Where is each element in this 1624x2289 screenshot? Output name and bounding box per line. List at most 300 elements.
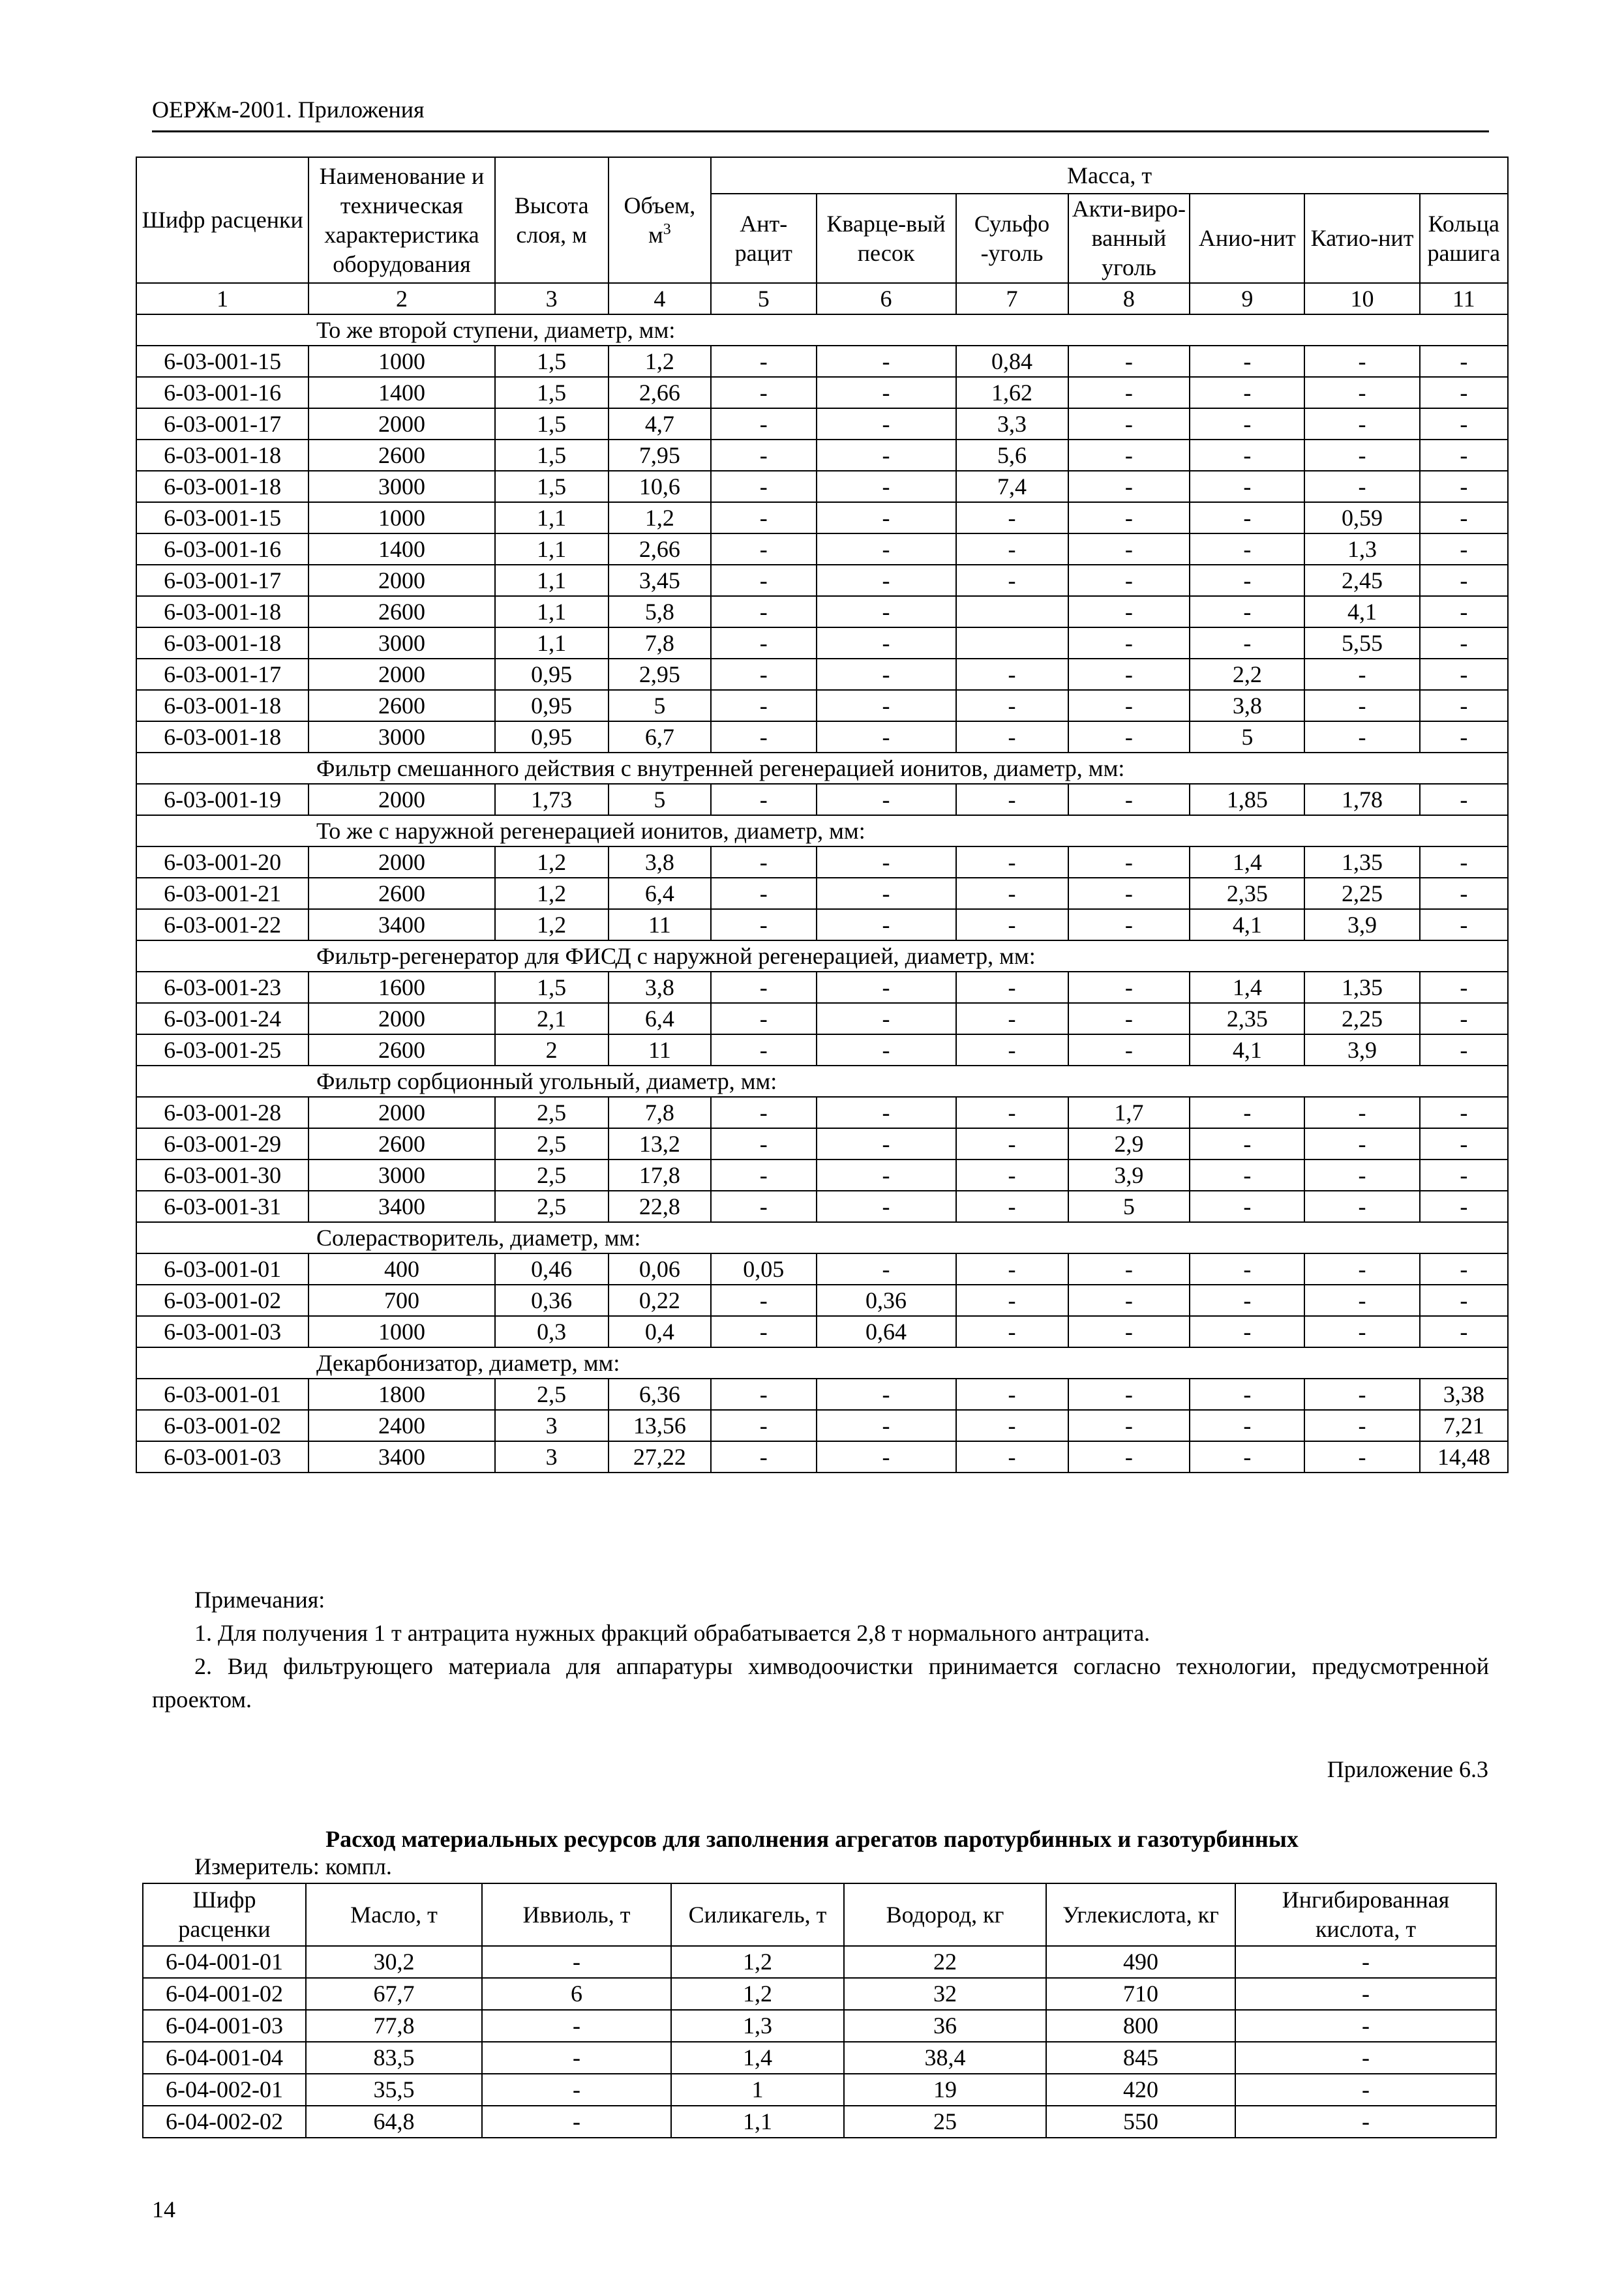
- column-number: 1: [136, 283, 308, 314]
- table-cell: 6-03-001-22: [136, 909, 308, 940]
- table-cell: -: [711, 408, 817, 440]
- table-cell: -: [1420, 346, 1508, 377]
- table-cell: 3,38: [1420, 1379, 1508, 1410]
- table-cell: 2000: [308, 408, 494, 440]
- table-cell: 2,35: [1190, 878, 1304, 909]
- table-cell: -: [1068, 784, 1190, 815]
- col-header-sand: Кварце-вый песок: [817, 194, 956, 283]
- table-cell: -: [1304, 1128, 1419, 1159]
- table-cell: -: [711, 659, 817, 690]
- section-row: [136, 753, 1508, 784]
- table-cell: 6,4: [609, 878, 711, 909]
- table-cell: 2000: [308, 846, 494, 878]
- table-cell: -: [1068, 471, 1190, 502]
- table-cell: -: [1190, 1316, 1304, 1347]
- table-cell: 1,1: [495, 502, 609, 533]
- header-rule: [152, 130, 1489, 132]
- table-cell: -: [817, 408, 956, 440]
- table-cell: -: [711, 1285, 817, 1316]
- table-cell: 1,2: [609, 346, 711, 377]
- table-cell: -: [1190, 346, 1304, 377]
- table-cell: -: [956, 1379, 1068, 1410]
- table-cell: 6-04-001-02: [143, 1978, 306, 2010]
- table-cell: 6-03-001-21: [136, 878, 308, 909]
- table-cell: -: [1235, 2074, 1496, 2106]
- table-cell: -: [1068, 721, 1190, 753]
- table-cell: -: [956, 1410, 1068, 1441]
- table-cell: 0,59: [1304, 502, 1419, 533]
- table-cell: 2,45: [1304, 565, 1419, 596]
- table-cell: 3400: [308, 1191, 494, 1222]
- table-cell: -: [956, 1128, 1068, 1159]
- table-cell: -: [1068, 596, 1190, 627]
- table-cell: 6-03-001-18: [136, 471, 308, 502]
- table-cell: 1,5: [495, 471, 609, 502]
- table-cell: -: [1304, 1316, 1419, 1347]
- table-cell: -: [817, 1159, 956, 1191]
- table-cell: 3,8: [609, 846, 711, 878]
- table-cell: 6-03-001-18: [136, 627, 308, 659]
- table-cell: 2,35: [1190, 1003, 1304, 1034]
- table-cell: 2600: [308, 440, 494, 471]
- table-cell: 6-03-001-02: [136, 1410, 308, 1441]
- table-cell: -: [1420, 502, 1508, 533]
- table2-col-header: Шифр расценки: [143, 1883, 306, 1946]
- table-cell: 32: [844, 1978, 1046, 2010]
- table-cell: 3000: [308, 1159, 494, 1191]
- table-cell: -: [956, 1441, 1068, 1473]
- table-cell: 13,56: [609, 1410, 711, 1441]
- table-cell: 83,5: [306, 2042, 482, 2074]
- table-cell: 6-03-001-01: [136, 1253, 308, 1285]
- table-cell: -: [1304, 471, 1419, 502]
- table-cell: 6-03-001-20: [136, 846, 308, 878]
- table-cell: -: [1420, 659, 1508, 690]
- table-cell: 1,1: [495, 627, 609, 659]
- table-cell: 5: [1068, 1191, 1190, 1222]
- table-cell: 1,1: [495, 565, 609, 596]
- section-title: Декарбонизатор, диаметр, мм:: [136, 1347, 1508, 1379]
- table-cell: -: [482, 1946, 671, 1978]
- table-cell: -: [817, 1410, 956, 1441]
- table-cell: -: [711, 1379, 817, 1410]
- table-cell: -: [1190, 1191, 1304, 1222]
- table-cell: -: [1190, 1128, 1304, 1159]
- table-cell: 6-03-001-29: [136, 1128, 308, 1159]
- table-cell: -: [482, 2010, 671, 2042]
- table-row: [136, 1097, 1508, 1128]
- table-row: [136, 1003, 1508, 1034]
- table-cell: 1400: [308, 533, 494, 565]
- table-cell: -: [1190, 1441, 1304, 1473]
- table-cell: -: [1068, 533, 1190, 565]
- table-cell: 1,3: [671, 2010, 844, 2042]
- table-cell: -: [817, 1128, 956, 1159]
- table-cell: -: [956, 972, 1068, 1003]
- table-cell: 77,8: [306, 2010, 482, 2042]
- table-cell: -: [817, 1191, 956, 1222]
- table-cell: -: [817, 627, 956, 659]
- table-cell: 7,4: [956, 471, 1068, 502]
- table-cell: -: [956, 721, 1068, 753]
- table-cell: 1,1: [495, 533, 609, 565]
- table-cell: -: [956, 1285, 1068, 1316]
- table-row: [136, 909, 1508, 940]
- table-cell: 1,5: [495, 408, 609, 440]
- table-cell: -: [1068, 408, 1190, 440]
- section-title: То же второй ступени, диаметр, мм:: [136, 314, 1508, 346]
- table-cell: 6-03-001-18: [136, 596, 308, 627]
- table-cell: -: [1068, 846, 1190, 878]
- col-header-kationit: Катио-нит: [1304, 194, 1419, 283]
- table-row: [136, 1253, 1508, 1285]
- table-cell: -: [1190, 377, 1304, 408]
- table-cell: -: [1420, 1128, 1508, 1159]
- table-cell: 845: [1046, 2042, 1235, 2074]
- table-cell: -: [1190, 471, 1304, 502]
- table-cell: 6-03-001-17: [136, 565, 308, 596]
- table-cell: -: [956, 502, 1068, 533]
- table-cell: 6-03-001-18: [136, 721, 308, 753]
- table-cell: -: [956, 1097, 1068, 1128]
- table-cell: -: [817, 1034, 956, 1066]
- table-cell: -: [1068, 377, 1190, 408]
- table-cell: 1,2: [495, 909, 609, 940]
- table-cell: 2,25: [1304, 878, 1419, 909]
- table-row: [143, 2074, 1496, 2106]
- table-cell: 6-03-001-03: [136, 1316, 308, 1347]
- table-cell: -: [817, 596, 956, 627]
- table-cell: -: [711, 1191, 817, 1222]
- table-cell: 2400: [308, 1410, 494, 1441]
- table-cell: -: [1235, 1978, 1496, 2010]
- table-cell: -: [482, 2074, 671, 2106]
- table-cell: 3400: [308, 1441, 494, 1473]
- table-cell: -: [1420, 721, 1508, 753]
- table-cell: 11: [609, 1034, 711, 1066]
- table-cell: 3,9: [1304, 909, 1419, 940]
- table-cell: -: [1304, 721, 1419, 753]
- column-number: 8: [1068, 283, 1190, 314]
- table-cell: -: [956, 1253, 1068, 1285]
- table-cell: 800: [1046, 2010, 1235, 2042]
- table-cell: 3,9: [1304, 1034, 1419, 1066]
- table-cell: -: [711, 721, 817, 753]
- table-cell: 67,7: [306, 1978, 482, 2010]
- table-cell: -: [1420, 784, 1508, 815]
- column-number: 7: [956, 283, 1068, 314]
- table-cell: -: [1304, 1191, 1419, 1222]
- table-cell: 700: [308, 1285, 494, 1316]
- table-cell: 1,5: [495, 346, 609, 377]
- table-cell: 6-03-001-15: [136, 346, 308, 377]
- table-cell: 6-03-001-19: [136, 784, 308, 815]
- table-cell: -: [1190, 1379, 1304, 1410]
- table-cell: 3: [495, 1410, 609, 1441]
- table-cell: -: [1420, 1159, 1508, 1191]
- table-row: [136, 1159, 1508, 1191]
- table-cell: -: [1068, 878, 1190, 909]
- column-number: 10: [1304, 283, 1419, 314]
- table-cell: 2000: [308, 659, 494, 690]
- table-cell: -: [1304, 1285, 1419, 1316]
- table-cell: -: [1420, 690, 1508, 721]
- table-cell: 22,8: [609, 1191, 711, 1222]
- table-cell: 2: [495, 1034, 609, 1066]
- table-cell: 5: [609, 690, 711, 721]
- table-cell: -: [1235, 1946, 1496, 1978]
- table-cell: -: [956, 1316, 1068, 1347]
- table-cell: [956, 627, 1068, 659]
- table-cell: -: [956, 659, 1068, 690]
- table-cell: -: [1190, 565, 1304, 596]
- table-cell: -: [956, 909, 1068, 940]
- table-cell: -: [1068, 346, 1190, 377]
- section-row: [136, 815, 1508, 846]
- table-cell: 2,5: [495, 1128, 609, 1159]
- table-cell: -: [817, 1097, 956, 1128]
- table-cell: 17,8: [609, 1159, 711, 1191]
- table-cell: 64,8: [306, 2106, 482, 2138]
- table-cell: -: [1068, 1003, 1190, 1034]
- table-cell: 2,95: [609, 659, 711, 690]
- table-cell: -: [956, 1191, 1068, 1222]
- table-cell: 0,05: [711, 1253, 817, 1285]
- table-row: [136, 1316, 1508, 1347]
- table-cell: 6-03-001-25: [136, 1034, 308, 1066]
- table-cell: -: [711, 440, 817, 471]
- table-row: [136, 1191, 1508, 1222]
- table-cell: 2,1: [495, 1003, 609, 1034]
- table-cell: -: [817, 909, 956, 940]
- section-title: Фильтр сорбционный угольный, диаметр, мм:: [136, 1066, 1508, 1097]
- table-cell: 2,5: [495, 1191, 609, 1222]
- table-cell: -: [711, 565, 817, 596]
- table-cell: 3,9: [1068, 1159, 1190, 1191]
- table-cell: 3,45: [609, 565, 711, 596]
- table-cell: 6-04-001-01: [143, 1946, 306, 1978]
- table-cell: -: [817, 377, 956, 408]
- table-cell: -: [1420, 1285, 1508, 1316]
- table-cell: 3000: [308, 627, 494, 659]
- section-title: То же с наружной регенерацией ионитов, диаметр, мм:: [136, 815, 1508, 846]
- table-cell: -: [1068, 1379, 1190, 1410]
- table-cell: 550: [1046, 2106, 1235, 2138]
- running-header: ОЕРЖм-2001. Приложения: [152, 97, 425, 123]
- table-cell: -: [1190, 440, 1304, 471]
- col-header-height: Высота слоя, м: [495, 157, 609, 283]
- table-cell: 2,5: [495, 1379, 609, 1410]
- table-cell: 6-03-001-18: [136, 440, 308, 471]
- table2-title: Расход материальных ресурсов для заполнения агрегатов паротурбинных и газотурбинных: [325, 1826, 1299, 1852]
- table-cell: 1,1: [495, 596, 609, 627]
- table-cell: 1,2: [495, 846, 609, 878]
- table-cell: 5: [609, 784, 711, 815]
- table-cell: -: [711, 909, 817, 940]
- table-row: [136, 690, 1508, 721]
- table-cell: -: [1420, 878, 1508, 909]
- table-cell: -: [956, 1003, 1068, 1034]
- table-cell: -: [1420, 1316, 1508, 1347]
- table-cell: 7,95: [609, 440, 711, 471]
- table-cell: 5,8: [609, 596, 711, 627]
- table-cell: -: [1420, 627, 1508, 659]
- table-cell: 1,35: [1304, 846, 1419, 878]
- table-cell: 0,22: [609, 1285, 711, 1316]
- table-cell: 6-03-001-28: [136, 1097, 308, 1128]
- col-header-volume-text: Объем, м: [624, 192, 696, 248]
- table-cell: -: [711, 784, 817, 815]
- table-row: [136, 972, 1508, 1003]
- table-row: [136, 596, 1508, 627]
- section-row: [136, 1347, 1508, 1379]
- table-cell: 0,46: [495, 1253, 609, 1285]
- table-cell: -: [1420, 1253, 1508, 1285]
- table-cell: 1,5: [495, 440, 609, 471]
- table-cell: 6-03-001-02: [136, 1285, 308, 1316]
- table-cell: -: [711, 1003, 817, 1034]
- table-cell: 5,55: [1304, 627, 1419, 659]
- table-cell: -: [817, 565, 956, 596]
- table-cell: 3,3: [956, 408, 1068, 440]
- table-cell: 3: [495, 1441, 609, 1473]
- table-cell: 1,5: [495, 377, 609, 408]
- table-cell: 27,22: [609, 1441, 711, 1473]
- section-row: [136, 314, 1508, 346]
- table-cell: -: [817, 440, 956, 471]
- table-cell: 30,2: [306, 1946, 482, 1978]
- table-cell: -: [1304, 408, 1419, 440]
- table-cell: 6-03-001-17: [136, 659, 308, 690]
- table-cell: 4,7: [609, 408, 711, 440]
- table-cell: 2000: [308, 784, 494, 815]
- table-row: [136, 659, 1508, 690]
- table-cell: 2,2: [1190, 659, 1304, 690]
- table-cell: -: [1068, 972, 1190, 1003]
- table-cell: -: [1420, 972, 1508, 1003]
- table-cell: -: [1420, 471, 1508, 502]
- table-cell: 6,4: [609, 1003, 711, 1034]
- table-cell: -: [1420, 408, 1508, 440]
- table-cell: 6-03-001-24: [136, 1003, 308, 1034]
- table-cell: 6-03-001-03: [136, 1441, 308, 1473]
- table-cell: -: [956, 1159, 1068, 1191]
- table-cell: -: [1190, 1097, 1304, 1128]
- note-2: 2. Вид фильтрующего материала для аппаратуры химводоочистки принимается согласно технологии, предусмотренной проектом.: [152, 1653, 1489, 1713]
- table-cell: 1000: [308, 502, 494, 533]
- table-cell: 10,6: [609, 471, 711, 502]
- table-cell: -: [711, 627, 817, 659]
- table-row: [143, 1978, 1496, 2010]
- table-cell: 6,7: [609, 721, 711, 753]
- table-cell: 3400: [308, 909, 494, 940]
- table-cell: 1,5: [495, 972, 609, 1003]
- table-cell: 3000: [308, 721, 494, 753]
- table-cell: -: [711, 1128, 817, 1159]
- table-cell: -: [1190, 1253, 1304, 1285]
- table-cell: 6,36: [609, 1379, 711, 1410]
- table-cell: 7,8: [609, 1097, 711, 1128]
- table-cell: 2600: [308, 1034, 494, 1066]
- table-cell: -: [817, 471, 956, 502]
- table-row: [136, 1410, 1508, 1441]
- table2-col-header: Иввиоль, т: [482, 1883, 671, 1946]
- table-cell: 1,7: [1068, 1097, 1190, 1128]
- table-row: [143, 2106, 1496, 2138]
- table-cell: 6-03-001-15: [136, 502, 308, 533]
- table-cell: -: [1420, 565, 1508, 596]
- column-number: 2: [308, 283, 494, 314]
- table-cell: 490: [1046, 1946, 1235, 1978]
- table-row: [136, 565, 1508, 596]
- table-cell: -: [817, 690, 956, 721]
- table-row: [136, 471, 1508, 502]
- table-cell: -: [711, 1410, 817, 1441]
- table-cell: 1,35: [1304, 972, 1419, 1003]
- table-cell: 6-03-001-18: [136, 690, 308, 721]
- table-cell: -: [1068, 1285, 1190, 1316]
- table-cell: 2600: [308, 1128, 494, 1159]
- table-cell: 1,4: [1190, 846, 1304, 878]
- table-cell: 2,9: [1068, 1128, 1190, 1159]
- col-header-volume: [609, 157, 711, 283]
- table-cell: -: [817, 1003, 956, 1034]
- table-cell: -: [1068, 565, 1190, 596]
- table-cell: -: [1304, 1441, 1419, 1473]
- table-row: [136, 408, 1508, 440]
- table-cell: 6-04-002-01: [143, 2074, 306, 2106]
- table-cell: -: [1068, 659, 1190, 690]
- table-cell: 4,1: [1190, 1034, 1304, 1066]
- table-cell: 0,36: [817, 1285, 956, 1316]
- table-cell: 0,4: [609, 1316, 711, 1347]
- table-cell: -: [711, 596, 817, 627]
- table-cell: -: [1304, 1159, 1419, 1191]
- table-cell: 0,95: [495, 721, 609, 753]
- table-cell: -: [817, 972, 956, 1003]
- table-cell: 710: [1046, 1978, 1235, 2010]
- table-cell: -: [1235, 2010, 1496, 2042]
- table-cell: 2000: [308, 565, 494, 596]
- table-cell: -: [711, 878, 817, 909]
- turbine-materials-table: [142, 1883, 1497, 2138]
- table-cell: 1,2: [495, 878, 609, 909]
- section-row: [136, 1222, 1508, 1253]
- table-row: [136, 846, 1508, 878]
- table2-col-header: Ингибированная кислота, т: [1235, 1883, 1496, 1946]
- table-row: [136, 1285, 1508, 1316]
- table-cell: 6-03-001-31: [136, 1191, 308, 1222]
- table-row: [136, 377, 1508, 408]
- table-row: [136, 627, 1508, 659]
- table-cell: -: [956, 533, 1068, 565]
- table-cell: -: [1190, 533, 1304, 565]
- table-cell: -: [817, 346, 956, 377]
- table-cell: -: [956, 846, 1068, 878]
- table-cell: -: [711, 972, 817, 1003]
- table-cell: 0,84: [956, 346, 1068, 377]
- table-cell: 1,78: [1304, 784, 1419, 815]
- table-cell: 2600: [308, 690, 494, 721]
- table-cell: -: [711, 690, 817, 721]
- table-cell: -: [1190, 502, 1304, 533]
- table-row: [136, 346, 1508, 377]
- table-cell: 1,4: [671, 2042, 844, 2074]
- table-cell: -: [956, 565, 1068, 596]
- table-cell: -: [1304, 690, 1419, 721]
- col-header-mass: Масса, т: [711, 157, 1508, 194]
- table-cell: -: [817, 1379, 956, 1410]
